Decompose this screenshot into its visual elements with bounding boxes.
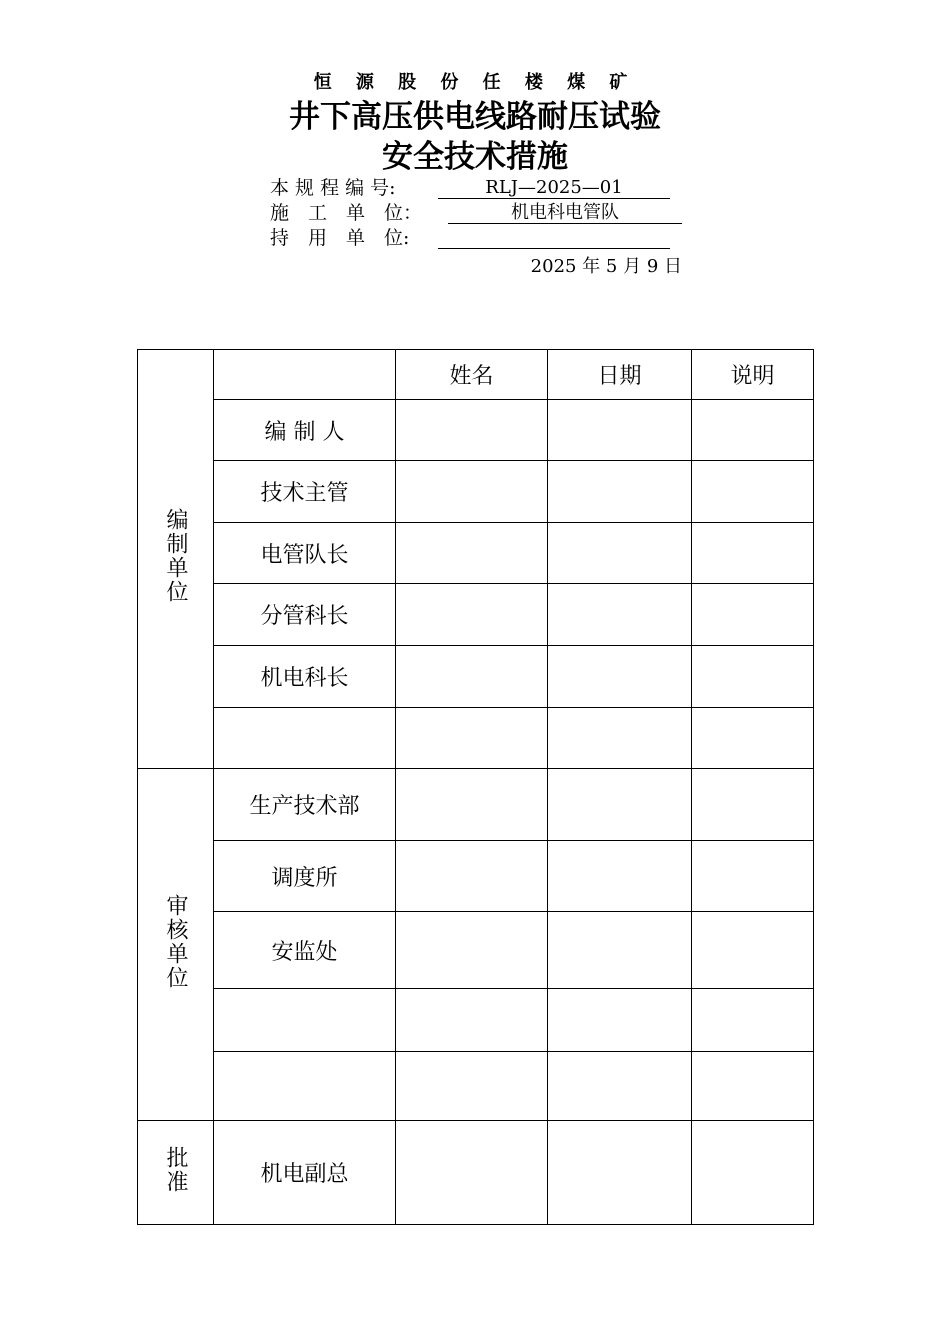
group-review-cell bbox=[138, 769, 214, 1121]
table-row bbox=[138, 912, 814, 989]
note-cell[interactable] bbox=[692, 1121, 814, 1225]
table-row bbox=[138, 646, 814, 708]
name-cell[interactable] bbox=[396, 584, 548, 646]
table-row bbox=[138, 1052, 814, 1121]
note-cell[interactable] bbox=[692, 841, 814, 912]
note-cell[interactable] bbox=[692, 523, 814, 584]
role-cell: 生产技术部 bbox=[214, 769, 396, 841]
note-cell[interactable] bbox=[692, 912, 814, 989]
name-cell[interactable] bbox=[396, 912, 548, 989]
date-cell[interactable] bbox=[548, 584, 692, 646]
date-cell[interactable] bbox=[548, 400, 692, 461]
meta-code-row bbox=[270, 176, 623, 202]
document-date: 2025 年 5 月 9 日 bbox=[530, 256, 682, 277]
meta-construction-row bbox=[270, 201, 619, 227]
date-cell[interactable] bbox=[548, 1121, 692, 1225]
role-cell bbox=[214, 989, 396, 1052]
note-cell[interactable] bbox=[692, 461, 814, 523]
table-row bbox=[138, 708, 814, 769]
code-label: 本 规 程 编 号: bbox=[270, 177, 396, 199]
header-note: 说明 bbox=[692, 350, 814, 400]
document-title-line2: 安全技术措施 bbox=[382, 139, 568, 175]
name-cell[interactable] bbox=[396, 708, 548, 769]
date-cell[interactable] bbox=[548, 769, 692, 841]
group-compile-cell bbox=[138, 350, 214, 769]
table-row bbox=[138, 769, 814, 841]
name-cell[interactable] bbox=[396, 400, 548, 461]
construction-label: 施 工 单 位： bbox=[270, 202, 423, 224]
name-cell[interactable] bbox=[396, 523, 548, 584]
code-value: RLJ—2025—01 bbox=[438, 176, 670, 199]
table-row bbox=[138, 400, 814, 461]
note-cell[interactable] bbox=[692, 769, 814, 841]
role-cell: 技术主管 bbox=[214, 461, 396, 523]
table-header-row bbox=[138, 350, 814, 400]
name-cell[interactable] bbox=[396, 1121, 548, 1225]
holder-label: 持 用 单 位: bbox=[270, 227, 410, 249]
table-row bbox=[138, 584, 814, 646]
group-approve-cell bbox=[138, 1121, 214, 1225]
date-cell[interactable] bbox=[548, 461, 692, 523]
date-cell[interactable] bbox=[548, 989, 692, 1052]
header-role-cell bbox=[214, 350, 396, 400]
note-cell[interactable] bbox=[692, 989, 814, 1052]
name-cell[interactable] bbox=[396, 646, 548, 708]
role-cell: 调度所 bbox=[214, 841, 396, 912]
name-cell[interactable] bbox=[396, 1052, 548, 1121]
group-compile-label: 编制单位 bbox=[163, 508, 188, 604]
role-cell bbox=[214, 1052, 396, 1121]
holder-value bbox=[438, 226, 670, 249]
table-row bbox=[138, 1121, 814, 1225]
note-cell[interactable] bbox=[692, 646, 814, 708]
group-approve-label: 批准 bbox=[163, 1145, 188, 1194]
table-row bbox=[138, 523, 814, 584]
role-cell: 分管科长 bbox=[214, 584, 396, 646]
role-cell: 机电科长 bbox=[214, 646, 396, 708]
document-title-line1: 井下高压供电线路耐压试验 bbox=[289, 99, 661, 135]
name-cell[interactable] bbox=[396, 461, 548, 523]
date-cell[interactable] bbox=[548, 1052, 692, 1121]
name-cell[interactable] bbox=[396, 989, 548, 1052]
date-cell[interactable] bbox=[548, 646, 692, 708]
date-cell[interactable] bbox=[548, 912, 692, 989]
table-row bbox=[138, 841, 814, 912]
note-cell[interactable] bbox=[692, 708, 814, 769]
role-cell: 机电副总 bbox=[214, 1121, 396, 1225]
table-row bbox=[138, 989, 814, 1052]
name-cell[interactable] bbox=[396, 841, 548, 912]
date-cell[interactable] bbox=[548, 523, 692, 584]
signature-table bbox=[137, 349, 814, 1225]
date-cell[interactable] bbox=[548, 841, 692, 912]
name-cell[interactable] bbox=[396, 769, 548, 841]
table-row bbox=[138, 461, 814, 523]
date-cell[interactable] bbox=[548, 708, 692, 769]
company-name: 恒 源 股 份 任 楼 煤 矿 bbox=[313, 72, 637, 93]
meta-holder-row bbox=[270, 226, 436, 252]
header-date: 日期 bbox=[548, 350, 692, 400]
construction-value: 机电科电管队 bbox=[448, 201, 682, 224]
note-cell[interactable] bbox=[692, 400, 814, 461]
role-cell: 编 制 人 bbox=[214, 400, 396, 461]
role-cell bbox=[214, 708, 396, 769]
header-name: 姓名 bbox=[396, 350, 548, 400]
note-cell[interactable] bbox=[692, 1052, 814, 1121]
group-review-label: 审核单位 bbox=[163, 893, 188, 990]
note-cell[interactable] bbox=[692, 584, 814, 646]
role-cell: 安监处 bbox=[214, 912, 396, 989]
role-cell: 电管队长 bbox=[214, 523, 396, 584]
